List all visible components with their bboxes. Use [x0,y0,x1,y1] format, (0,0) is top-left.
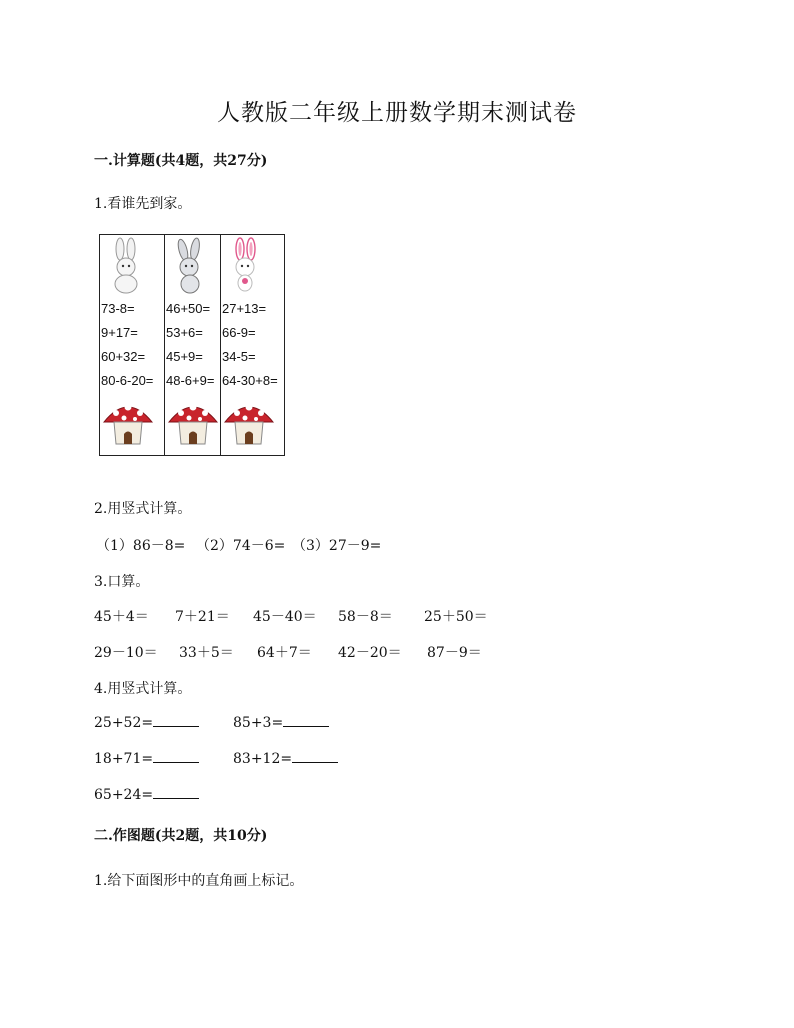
q2-item: （2）74－6= [196,538,286,554]
q3-item: 25＋50＝ [424,609,488,625]
answer-blank[interactable] [153,786,199,799]
q3-item: 42－20＝ [338,645,402,661]
q3-item: 33＋5＝ [179,645,234,661]
expr: 46+50= [166,301,211,316]
expr: 45+9= [166,349,203,364]
race-column-2 [165,235,220,455]
q2-item: （3）27－9= [292,538,382,554]
s2q1-prompt: 1.给下面图形中的直角画上标记。 [94,873,304,889]
section2-heading: 二.作图题(共2题，共10分) [94,828,268,844]
section1-heading: 一.计算题(共4题，共27分) [94,153,268,169]
mushroom-house-icon [102,398,154,448]
answer-blank[interactable] [153,750,199,763]
answer-blank[interactable] [153,714,199,727]
race-table [99,234,285,456]
q4-prompt: 4.用竖式计算。 [94,681,192,697]
expr: 27+13= [222,301,267,316]
q4-item: 83+12= [233,750,338,767]
q3-item: 64＋7＝ [257,645,312,661]
race-column-3 [221,235,284,455]
rabbit-cartoon-icon [169,237,213,295]
q3-item: 29－10＝ [94,645,158,661]
expr: 64-30+8= [222,373,278,388]
rabbit-white-icon [104,237,148,295]
race-column-1 [100,235,164,455]
expr: 73-8= [101,301,135,316]
q1-prompt: 1.看谁先到家。 [94,196,192,212]
expr: 53+6= [166,325,203,340]
mushroom-house-icon [167,398,219,448]
q3-item: 87－9＝ [427,645,482,661]
answer-blank[interactable] [292,750,338,763]
expr: 60+32= [101,349,146,364]
expr: 66-9= [222,325,256,340]
q3-item: 58－8＝ [338,609,393,625]
q3-prompt: 3.口算。 [94,574,150,590]
q2-item: （1）86－8= [96,538,186,554]
q3-item: 45＋4＝ [94,609,149,625]
answer-blank[interactable] [283,714,329,727]
q4-item: 85+3= [233,714,329,731]
expr: 48-6+9= [166,373,215,388]
mushroom-house-icon [223,398,275,448]
q3-item: 45－40＝ [253,609,317,625]
q3-item: 7＋21＝ [175,609,230,625]
q4-item: 65+24= [94,786,199,803]
q4-item: 18+71= [94,750,199,767]
q2-prompt: 2.用竖式计算。 [94,501,192,517]
rabbit-pink-icon [225,237,269,295]
expr: 9+17= [101,325,138,340]
expr: 80-6-20= [101,373,154,388]
q4-item: 25+52= [94,714,199,731]
expr: 34-5= [222,349,256,364]
page-title: 人教版二年级上册数学期末测试卷 [217,100,577,126]
